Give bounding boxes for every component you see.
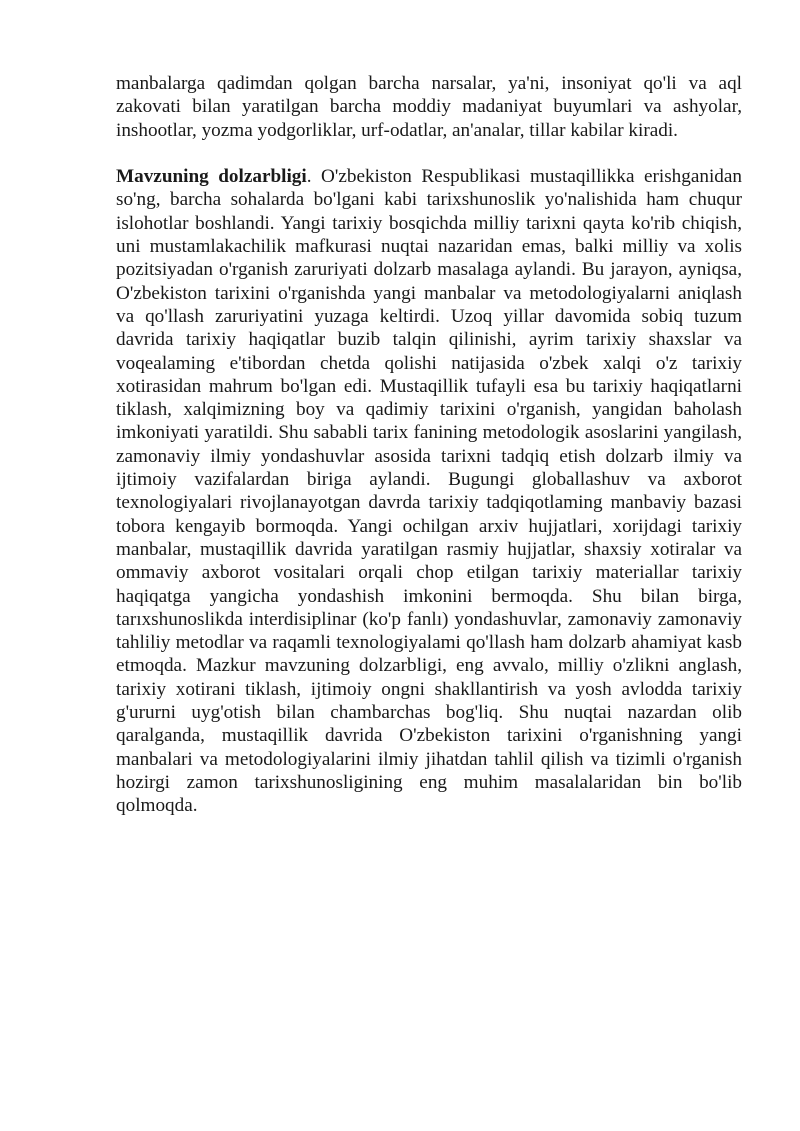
- relevance-paragraph-body: . O'zbekiston Respublikasi mustaqillikka erishganidan so'ng, barcha sohalarda bo'lgani kabi tarixshunoslik yo'nalishida ham chuqur islohotlar boshlandi. Yangi tarixiy bosqichda milliy tarixni qayta ko'rib chiqish, uni mustamlakachilik mafkurasi nuqtai nazaridan emas, balki milliy va xolis pozitsiyadan o'rganish zaruriyati dolzarb masalaga aylandi. Bu jarayon, ayniqsa, O'zbekiston tarixini o'rganishda yangi manbalar va metodologiyalarni aniqlash va qo'llash zaruriyatini yuzaga keltirdi. Uzoq yillar davomida sobiq tuzum davrida tarixiy haqiqatlar buzib talqin qilinishi, ayrim tarixiy shaxslar va voqealaming e'tibordan chetda qolishi natijasida o'zbek xalqi o'z tarixiy xotirasidan mahrum bo'lgan edi. Mustaqillik tufayli esa bu tarixiy haqiqatlarni tiklash, xalqimizning boy va qadimiy tarixini o'rganish, yangidan baholash imkoniyati yaratildi. Shu sababli tarix fanining metodologik asoslarini yangilash, zamonaviy ilmiy yondashuvlar asosida tarixni tadqiq etish dolzarb ilmiy va ijtimoiy vazifalardan biriga aylandi. Bugungi globallashuv va axborot texnologiyalari rivojlanayotgan davrda tarixiy tadqiqotlaming manbaviy bazasi tobora kengayib bormoqda. Yangi ochilgan arxiv hujjatlari, xorijdagi tarixiy manbalar, mustaqillik davrida yaratilgan rasmiy hujjatlar, shaxsiy xotiralar va ommaviy axborot vositalari orqali chop etilgan tarixiy materiallar tarixiy haqiqatga yangicha yondashish imkonini bermoqda. Shu bilan birga, tarıxshunoslikda interdisiplinar (ko'p fanlı) yondashuvlar, zamonaviy zamonaviy tahliliy metodlar va raqamli texnologiyalami qo'llash ham dolzarb ahamiyat kasb etmoqda. Mazkur mavzuning dolzarbligi, eng avvalo, milliy o'zlikni anglash, tarixiy xotirani tiklash, ijtimoiy ongni shakllantirish va yosh avlodda tarixiy g'ururni uyg'otish bilan chambarchas bog'liq. Shu nuqtai nazardan olib qaralganda, mustaqillik davrida O'zbekiston tarixini o'rganishning yangi manbalari va metodologiyalarini ilmiy jihatdan tahlil qilish va tizimli o'rganish hozirgi zamon tarixshunosligining eng muhim masalalaridan bin bo'lib qolmoqda.: [116, 166, 742, 817]
- relevance-paragraph: [116, 165, 742, 817]
- section-heading: Mavzuning dolzarbligi: [116, 166, 307, 188]
- intro-paragraph: manbalarga qadimdan qolgan barcha narsalar, ya'ni, insoniyat qo'li va aql zakovati bilan yaratilgan barcha moddiy madaniyat buyumlari va ashyolar, inshootlar, yozma yodgorliklar, urf-odatlar, an'analar, tillar kabilar kiradi.: [116, 73, 742, 141]
- document-page: [116, 72, 742, 818]
